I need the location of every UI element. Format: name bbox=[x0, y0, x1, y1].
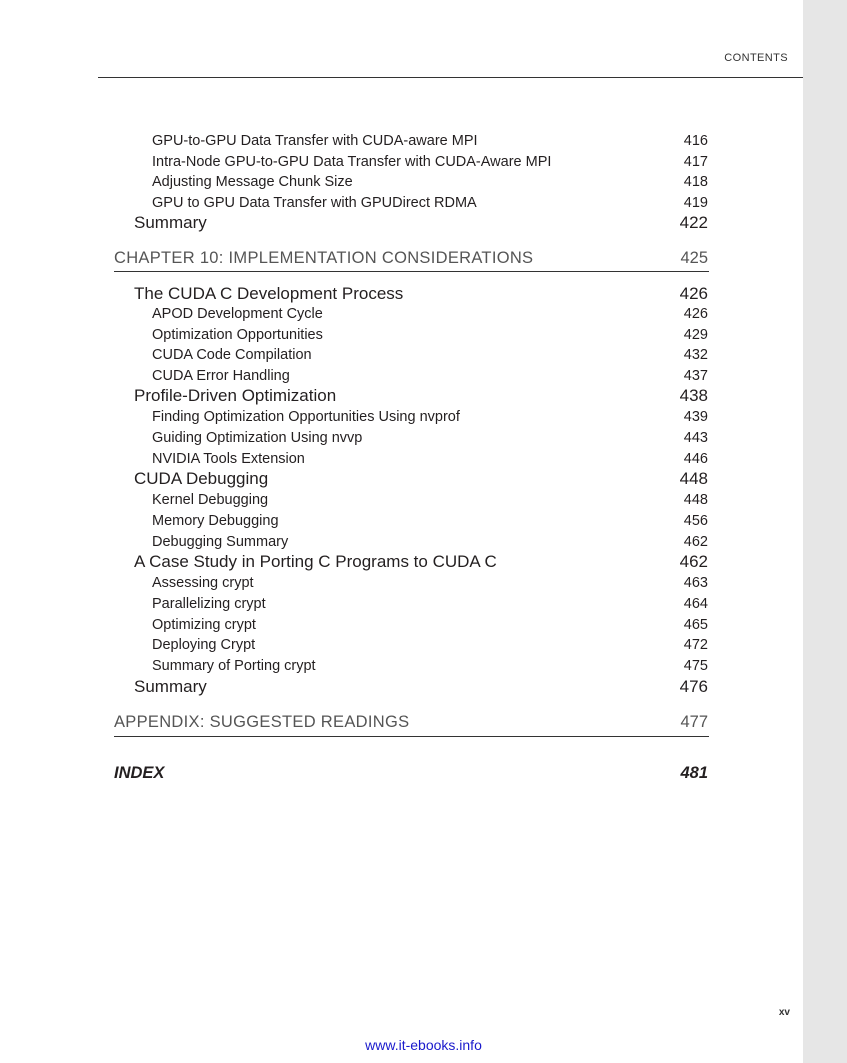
toc-entry-page: 472 bbox=[683, 637, 708, 653]
chapter-rule bbox=[114, 271, 709, 272]
toc-section-label: Profile-Driven Optimization bbox=[134, 386, 337, 405]
toc-section-page: 476 bbox=[679, 677, 708, 696]
toc-entry[interactable] bbox=[0, 572, 847, 594]
toc-entry-page: 437 bbox=[683, 367, 708, 384]
page-number: xv bbox=[778, 1007, 790, 1018]
running-head: CONTENTS bbox=[724, 52, 788, 64]
toc-entry-label: Intra-Node GPU-to-GPU Data Transfer with CUDA-Aware MPI bbox=[152, 153, 552, 170]
toc-section[interactable] bbox=[0, 677, 847, 699]
toc-entry[interactable] bbox=[0, 406, 847, 428]
toc-entry-label: GPU to GPU Data Transfer with GPUDirect RDMA bbox=[152, 194, 477, 211]
toc-section[interactable] bbox=[0, 552, 847, 574]
index-page: 481 bbox=[680, 764, 708, 782]
toc-entry[interactable] bbox=[0, 427, 847, 449]
toc-entry[interactable] bbox=[0, 655, 847, 677]
toc-entry-label: Debugging Summary bbox=[152, 533, 289, 550]
toc-entry-label: Deploying Crypt bbox=[152, 637, 256, 653]
toc-entry-label: Optimizing crypt bbox=[152, 616, 256, 633]
toc-entry[interactable] bbox=[0, 303, 847, 325]
toc-appendix[interactable] bbox=[0, 713, 847, 735]
toc-entry[interactable] bbox=[0, 531, 847, 553]
toc-entry[interactable] bbox=[0, 614, 847, 636]
toc-entry[interactable] bbox=[0, 448, 847, 470]
toc-entry-page: 465 bbox=[683, 616, 708, 633]
toc-entry-page: 448 bbox=[683, 492, 708, 508]
toc-entry-page: 429 bbox=[683, 326, 708, 343]
toc-entry-label: Guiding Optimization Using nvvp bbox=[152, 430, 363, 446]
toc-section-label: The CUDA C Development Process bbox=[134, 284, 404, 303]
toc-index[interactable] bbox=[0, 764, 847, 786]
toc-section[interactable] bbox=[0, 386, 847, 408]
toc-entry-label: CUDA Code Compilation bbox=[152, 347, 312, 363]
chapter-title: CHAPTER 10: IMPLEMENTATION CONSIDERATIONS bbox=[114, 249, 534, 267]
toc-section-page: 462 bbox=[679, 552, 708, 571]
toc-entry-label: Parallelizing crypt bbox=[152, 596, 266, 612]
toc-entry-label: GPU-to-GPU Data Transfer with CUDA-aware MPI bbox=[152, 133, 478, 149]
toc-entry[interactable] bbox=[0, 634, 847, 656]
toc-entry-page: 417 bbox=[683, 153, 708, 170]
toc-section[interactable] bbox=[0, 469, 847, 491]
toc-entry-label: CUDA Error Handling bbox=[152, 367, 290, 384]
toc-entry[interactable] bbox=[0, 324, 847, 346]
toc-section-page: 448 bbox=[679, 469, 708, 488]
appendix-title: APPENDIX: SUGGESTED READINGS bbox=[114, 713, 410, 731]
toc-entry[interactable] bbox=[0, 510, 847, 532]
toc-entry[interactable] bbox=[0, 344, 847, 366]
toc-entry-page: 439 bbox=[683, 409, 708, 425]
toc-entry-label: Finding Optimization Opportunities Using nvprof bbox=[152, 409, 460, 425]
toc-entry-page: 446 bbox=[683, 450, 708, 467]
toc-entry-page: 463 bbox=[683, 575, 708, 591]
toc-entry-page: 418 bbox=[683, 174, 708, 190]
toc-entry-label: Optimization Opportunities bbox=[152, 326, 323, 343]
toc-entry-page: 419 bbox=[683, 194, 708, 211]
toc-entry-page: 432 bbox=[683, 347, 708, 363]
footer-link[interactable]: www.it-ebooks.info bbox=[365, 1037, 482, 1053]
toc-entry[interactable] bbox=[0, 192, 847, 214]
toc-section-label: Summary bbox=[134, 677, 207, 696]
appendix-page: 477 bbox=[680, 713, 708, 731]
toc-entry-label: APOD Development Cycle bbox=[152, 306, 323, 322]
index-title: INDEX bbox=[114, 764, 165, 782]
header-rule bbox=[98, 77, 803, 78]
toc-entry-label: Adjusting Message Chunk Size bbox=[152, 174, 353, 190]
toc-entry-page: 462 bbox=[683, 533, 708, 550]
toc-entry-page: 443 bbox=[683, 430, 708, 446]
toc-section[interactable] bbox=[0, 213, 847, 235]
toc-entry[interactable] bbox=[0, 365, 847, 387]
toc-entry-label: Assessing crypt bbox=[152, 575, 254, 591]
toc-entry-label: Kernel Debugging bbox=[152, 492, 269, 508]
toc-section-label: CUDA Debugging bbox=[134, 469, 269, 488]
toc-section-page: 438 bbox=[679, 386, 708, 405]
toc-entry-page: 456 bbox=[683, 513, 708, 529]
toc-entry-label: Summary of Porting crypt bbox=[152, 657, 316, 674]
toc-chapter-10[interactable] bbox=[0, 249, 847, 271]
toc-section-label: A Case Study in Porting C Programs to CUDA C bbox=[134, 552, 497, 571]
toc-entry-page: 475 bbox=[683, 657, 708, 674]
toc-section-page: 426 bbox=[679, 284, 708, 303]
toc-section-label: Summary bbox=[134, 213, 207, 232]
toc-entry-label: Memory Debugging bbox=[152, 513, 279, 529]
toc-entry[interactable] bbox=[0, 593, 847, 615]
toc-entry-page: 426 bbox=[683, 306, 708, 322]
appendix-rule bbox=[114, 736, 709, 737]
toc-entry[interactable] bbox=[0, 151, 847, 173]
toc-entry[interactable] bbox=[0, 489, 847, 511]
chapter-page: 425 bbox=[680, 249, 708, 267]
toc-entry-page: 416 bbox=[683, 133, 708, 149]
toc-entry[interactable] bbox=[0, 130, 847, 152]
toc-entry-label: NVIDIA Tools Extension bbox=[152, 450, 305, 467]
toc-section-page: 422 bbox=[679, 213, 708, 232]
toc-entry[interactable] bbox=[0, 171, 847, 193]
toc-entry-page: 464 bbox=[683, 596, 708, 612]
